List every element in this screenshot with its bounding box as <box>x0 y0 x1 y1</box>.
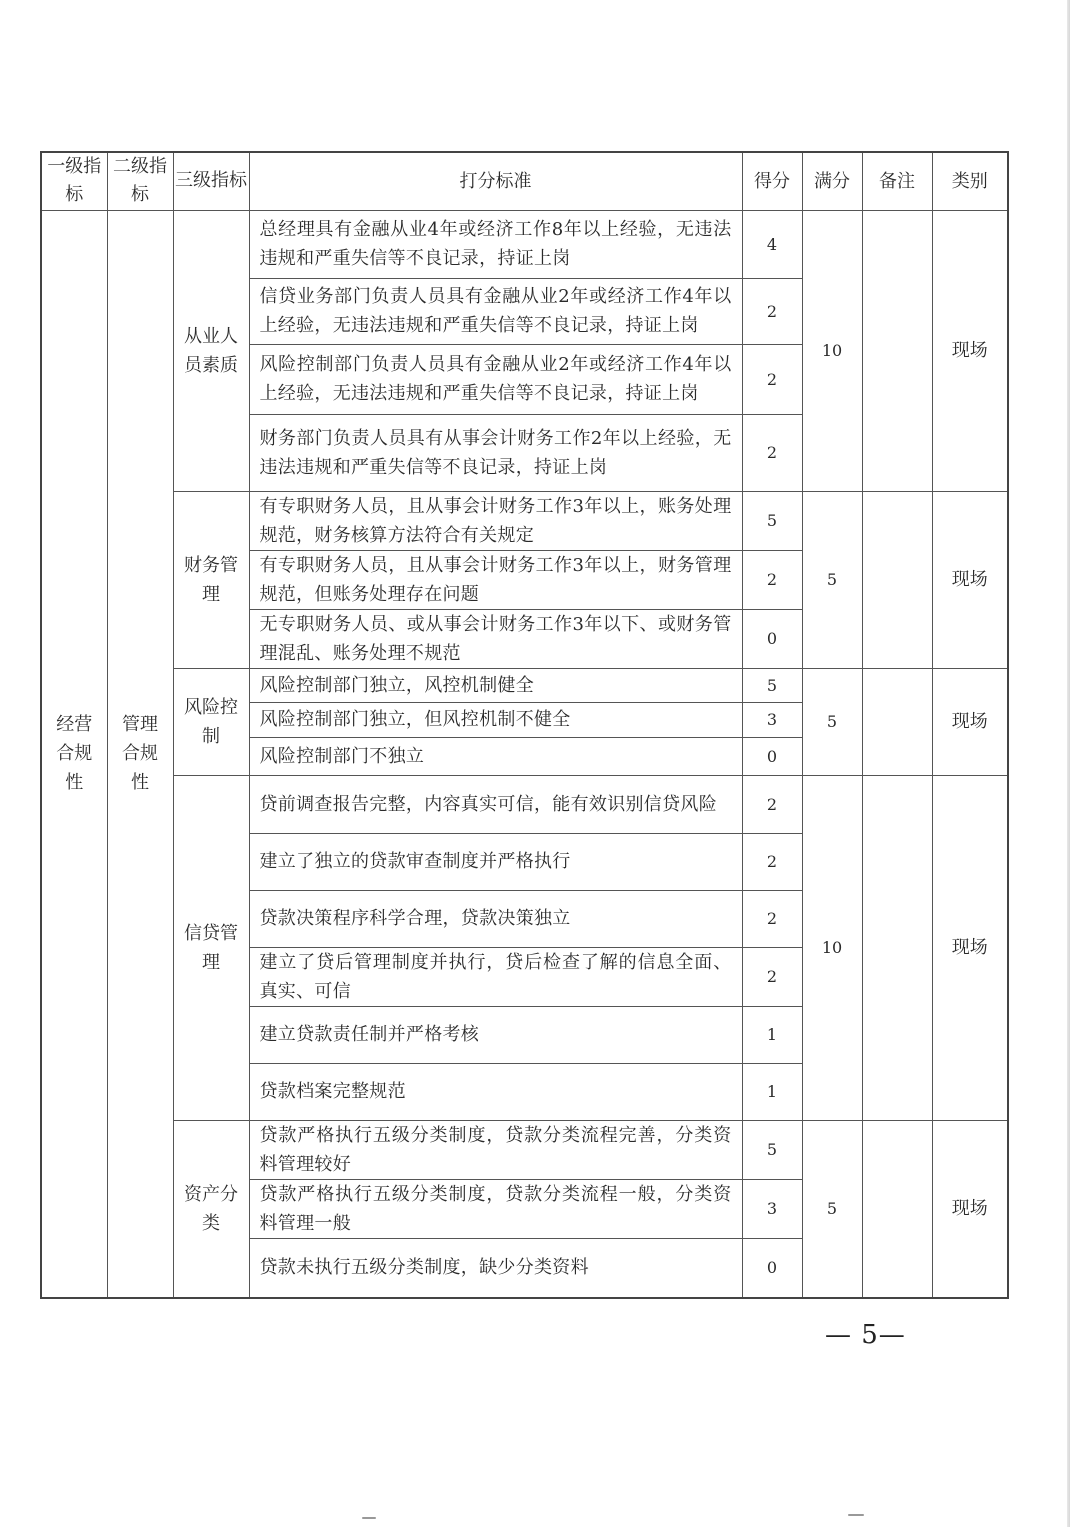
section-name: 信贷管理 <box>173 775 249 1120</box>
score-cell: 2 <box>742 414 802 491</box>
score-cell: 2 <box>742 550 802 609</box>
criteria-cell: 建立了独立的贷款审查制度并严格执行 <box>249 833 742 890</box>
scoring-table <box>40 151 1009 1299</box>
score-cell: 5 <box>742 1120 802 1179</box>
score-cell: 3 <box>742 1179 802 1238</box>
criteria-cell: 贷款决策程序科学合理，贷款决策独立 <box>249 890 742 947</box>
section-name: 财务管理 <box>173 491 249 668</box>
criteria-cell: 建立了贷后管理制度并执行，贷后检查了解的信息全面、真实、可信 <box>249 947 742 1006</box>
scan-artifact <box>362 1517 376 1519</box>
score-cell: 2 <box>742 344 802 414</box>
category-cell: 现场 <box>932 210 1008 491</box>
criteria-cell: 有专职财务人员，且从事会计财务工作3年以上，财务管理规范，但账务处理存在问题 <box>249 550 742 609</box>
score-cell: 1 <box>742 1063 802 1120</box>
criteria-cell: 无专职财务人员、或从事会计财务工作3年以下、或财务管理混乱、账务处理不规范 <box>249 609 742 668</box>
header-level1: 一级指标 <box>41 152 107 210</box>
table-row <box>41 1120 1008 1179</box>
header-score: 得分 <box>742 152 802 210</box>
criteria-cell: 风险控制部门独立，但风控机制不健全 <box>249 702 742 737</box>
remark-cell <box>862 775 932 1120</box>
score-cell: 5 <box>742 668 802 702</box>
remark-cell <box>862 668 932 775</box>
section-name: 资产分类 <box>173 1120 249 1298</box>
page-edge <box>1067 0 1070 1527</box>
score-cell: 2 <box>742 775 802 833</box>
full-score-cell: 5 <box>802 491 862 668</box>
header-level2: 二级指标 <box>107 152 173 210</box>
score-cell: 2 <box>742 278 802 344</box>
score-cell: 4 <box>742 210 802 278</box>
criteria-cell: 贷款严格执行五级分类制度，贷款分类流程完善，分类资料管理较好 <box>249 1120 742 1179</box>
criteria-cell: 风险控制部门独立，风控机制健全 <box>249 668 742 702</box>
header-full-score: 满分 <box>802 152 862 210</box>
criteria-cell: 贷款档案完整规范 <box>249 1063 742 1120</box>
remark-cell <box>862 210 932 491</box>
table-row <box>41 775 1008 833</box>
table-row <box>41 491 1008 550</box>
score-cell: 0 <box>742 609 802 668</box>
criteria-cell: 总经理具有金融从业4年或经济工作8年以上经验，无违法违规和严重失信等不良记录，持证上岗 <box>249 210 742 278</box>
criteria-cell: 信贷业务部门负责人员具有金融从业2年或经济工作4年以上经验，无违法违规和严重失信等不良记录，持证上岗 <box>249 278 742 344</box>
header-remark: 备注 <box>862 152 932 210</box>
category-cell: 现场 <box>932 1120 1008 1298</box>
score-cell: 0 <box>742 737 802 775</box>
criteria-cell: 有专职财务人员，且从事会计财务工作3年以上，账务处理规范，财务核算方法符合有关规定 <box>249 491 742 550</box>
criteria-cell: 风险控制部门负责人员具有金融从业2年或经济工作4年以上经验，无违法违规和严重失信等不良记录，持证上岗 <box>249 344 742 414</box>
score-cell: 2 <box>742 890 802 947</box>
score-cell: 2 <box>742 833 802 890</box>
remark-cell <box>862 491 932 668</box>
full-score-cell: 10 <box>802 210 862 491</box>
header-level3: 三级指标 <box>173 152 249 210</box>
header-category: 类别 <box>932 152 1008 210</box>
category-cell: 现场 <box>932 491 1008 668</box>
criteria-cell: 风险控制部门不独立 <box>249 737 742 775</box>
level2-cell: 管理合规性 <box>107 210 173 1298</box>
score-cell: 2 <box>742 947 802 1006</box>
scan-artifact <box>848 1514 864 1516</box>
full-score-cell: 5 <box>802 668 862 775</box>
full-score-cell: 10 <box>802 775 862 1120</box>
remark-cell <box>862 1120 932 1298</box>
section-name: 风险控制 <box>173 668 249 775</box>
score-cell: 0 <box>742 1238 802 1298</box>
header-criteria: 打分标准 <box>249 152 742 210</box>
full-score-cell: 5 <box>802 1120 862 1298</box>
level1-cell: 经营合规性 <box>41 210 107 1298</box>
header-row <box>41 152 1008 210</box>
score-cell: 5 <box>742 491 802 550</box>
criteria-cell: 建立贷款责任制并严格考核 <box>249 1006 742 1063</box>
score-cell: 3 <box>742 702 802 737</box>
criteria-cell: 贷款未执行五级分类制度，缺少分类资料 <box>249 1238 742 1298</box>
category-cell: 现场 <box>932 775 1008 1120</box>
table-row <box>41 210 1008 278</box>
section-name: 从业人员素质 <box>173 210 249 491</box>
score-cell: 1 <box>742 1006 802 1063</box>
criteria-cell: 贷前调查报告完整，内容真实可信，能有效识别信贷风险 <box>249 775 742 833</box>
criteria-cell: 财务部门负责人员具有从事会计财务工作2年以上经验，无违法违规和严重失信等不良记录，持证上岗 <box>249 414 742 491</box>
criteria-cell: 贷款严格执行五级分类制度，贷款分类流程一般，分类资料管理一般 <box>249 1179 742 1238</box>
table-row <box>41 668 1008 702</box>
category-cell: 现场 <box>932 668 1008 775</box>
page-number: — 5— <box>825 1320 906 1350</box>
